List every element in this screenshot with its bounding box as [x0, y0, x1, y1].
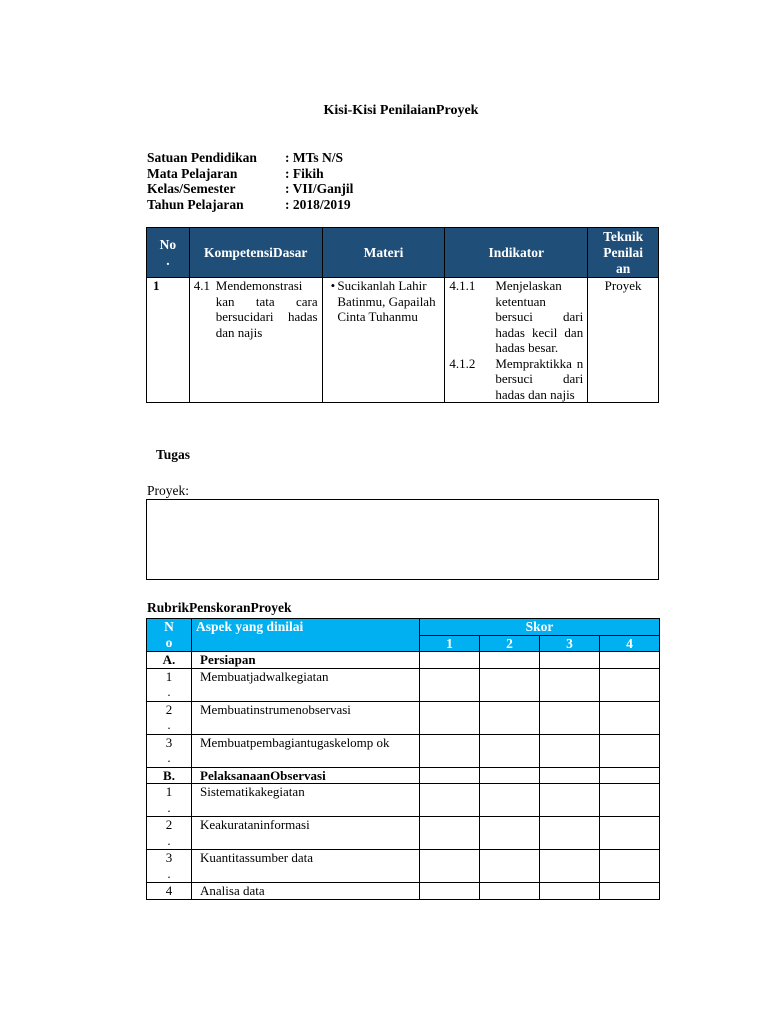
skor-cell-1[interactable] [420, 850, 480, 883]
table-row [147, 850, 660, 883]
row-no: 2 . [147, 817, 192, 850]
row-no: 4 [147, 883, 192, 900]
skor-cell-3[interactable] [540, 668, 600, 701]
materi-text: Sucikanlah Lahir Batinmu, Gapailah Cinta Tuhanmu [337, 278, 436, 324]
skor-cell-4[interactable] [600, 850, 660, 883]
header-skor: Skor [420, 619, 660, 636]
kd-text: Mendemonstrasi kan tata cara bersucidari hadas dan najis [215, 278, 318, 340]
skor-cell-1[interactable] [420, 668, 480, 701]
meta-key: Satuan Pendidikan [147, 150, 257, 165]
row-no: 2 . [147, 701, 192, 734]
skor-cell-1[interactable] [420, 817, 480, 850]
meta-value: : MTs N/S [285, 150, 344, 165]
materi-cell [322, 278, 445, 403]
skor-cell-2[interactable] [480, 767, 540, 784]
skor-cell-1[interactable] [420, 784, 480, 817]
meta-row [147, 181, 353, 197]
aspek-cell: PelaksanaanObservasi [192, 767, 420, 784]
kd-number: 4.1 [193, 278, 211, 293]
skor-cell-4[interactable] [600, 668, 660, 701]
skor-cell-1[interactable] [420, 767, 480, 784]
header-skor-3: 3 [540, 635, 600, 652]
header-no: N o [147, 619, 192, 652]
table-row [147, 278, 659, 403]
skor-cell-4[interactable] [600, 817, 660, 850]
row-no: 1 . [147, 784, 192, 817]
meta-value: : VII/Ganjil [285, 181, 354, 196]
aspek-cell: Persiapan [192, 652, 420, 669]
skor-cell-1[interactable] [420, 734, 480, 767]
skor-cell-3[interactable] [540, 767, 600, 784]
skor-cell-4[interactable] [600, 701, 660, 734]
header-indikator: Indikator [445, 228, 588, 278]
meta-row [147, 166, 353, 182]
meta-key: Kelas/Semester [147, 181, 236, 196]
skor-cell-3[interactable] [540, 701, 600, 734]
meta-value: : 2018/2019 [285, 196, 351, 212]
rubrik-title: RubrikPenskoranProyek [147, 600, 292, 615]
header-no: No . [147, 228, 190, 278]
table-row [147, 668, 660, 701]
indikator-number: 4.1.2 [449, 355, 476, 371]
proyek-label: Proyek: [147, 483, 189, 498]
identity-block [147, 150, 353, 212]
skor-cell-4[interactable] [600, 734, 660, 767]
indikator-number: 4.1.1 [449, 278, 476, 293]
skor-cell-2[interactable] [480, 817, 540, 850]
meta-key: Mata Pelajaran [147, 165, 238, 181]
tugas-heading: Tugas [156, 447, 191, 462]
skor-cell-1[interactable] [420, 883, 480, 900]
kompetensi-dasar-cell [189, 278, 322, 403]
meta-key: Tahun Pelajaran [147, 196, 244, 212]
skor-cell-1[interactable] [420, 701, 480, 734]
skor-cell-2[interactable] [480, 734, 540, 767]
skor-cell-4[interactable] [600, 652, 660, 669]
skor-cell-2[interactable] [480, 850, 540, 883]
meta-row [147, 150, 353, 166]
header-teknik-penilaian: Teknik Penilai an [588, 228, 659, 278]
header-skor-4: 4 [600, 635, 660, 652]
row-no: 1 . [147, 668, 192, 701]
skor-cell-3[interactable] [540, 883, 600, 900]
skor-cell-4[interactable] [600, 784, 660, 817]
table-row [147, 734, 660, 767]
aspek-cell: Analisa data [192, 883, 420, 900]
header-kompetensi-dasar: KompetensiDasar [189, 228, 322, 278]
aspek-cell: Sistematikakegiatan [192, 784, 420, 817]
skor-cell-3[interactable] [540, 784, 600, 817]
skor-cell-2[interactable] [480, 784, 540, 817]
row-no: B. [147, 767, 192, 784]
teknik-cell: Proyek [588, 278, 659, 403]
skor-cell-2[interactable] [480, 668, 540, 701]
kisi-kisi-table [146, 227, 659, 403]
header-aspek: Aspek yang dinilai [192, 619, 420, 652]
row-no: 3 . [147, 734, 192, 767]
aspek-cell: Membuatpembagiantugaskelomp ok [192, 734, 420, 767]
table-header-row [147, 619, 660, 636]
table-row [147, 784, 660, 817]
aspek-cell: Membuatjadwalkegiatan [192, 668, 420, 701]
indikator-text: Menjelaskan ketentuan bersuci dari hadas kecil dan hadas besar. [495, 278, 584, 355]
table-row [147, 701, 660, 734]
skor-cell-1[interactable] [420, 652, 480, 669]
row-no: 3 . [147, 850, 192, 883]
section-row [147, 767, 660, 784]
skor-cell-3[interactable] [540, 734, 600, 767]
skor-cell-3[interactable] [540, 652, 600, 669]
document-title: Kisi-Kisi PenilaianProyek [323, 103, 479, 118]
meta-row [147, 197, 353, 213]
meta-value: : Fikih [285, 165, 324, 181]
rubrik-table [146, 618, 660, 900]
indikator-text: Mempraktikka n bersuci dari hadas dan najis [495, 355, 584, 402]
header-skor-2: 2 [480, 635, 540, 652]
table-row [147, 817, 660, 850]
row-no: A. [147, 652, 192, 669]
skor-cell-2[interactable] [480, 701, 540, 734]
proyek-box [146, 499, 659, 580]
skor-cell-4[interactable] [600, 767, 660, 784]
skor-cell-2[interactable] [480, 883, 540, 900]
table-header-row [147, 228, 659, 278]
table-row [147, 883, 660, 900]
aspek-cell: Kuantitassumber data [192, 850, 420, 883]
aspek-cell: Keakurataninformasi [192, 817, 420, 850]
bullet-icon: • [330, 278, 336, 293]
row-no: 1 [147, 278, 190, 403]
aspek-cell: Membuatinstrumenobservasi [192, 701, 420, 734]
skor-cell-3[interactable] [540, 817, 600, 850]
header-skor-1: 1 [420, 635, 480, 652]
indikator-cell [445, 278, 588, 403]
section-row [147, 652, 660, 669]
header-materi: Materi [322, 228, 445, 278]
skor-cell-2[interactable] [480, 652, 540, 669]
skor-cell-3[interactable] [540, 850, 600, 883]
skor-cell-4[interactable] [600, 883, 660, 900]
